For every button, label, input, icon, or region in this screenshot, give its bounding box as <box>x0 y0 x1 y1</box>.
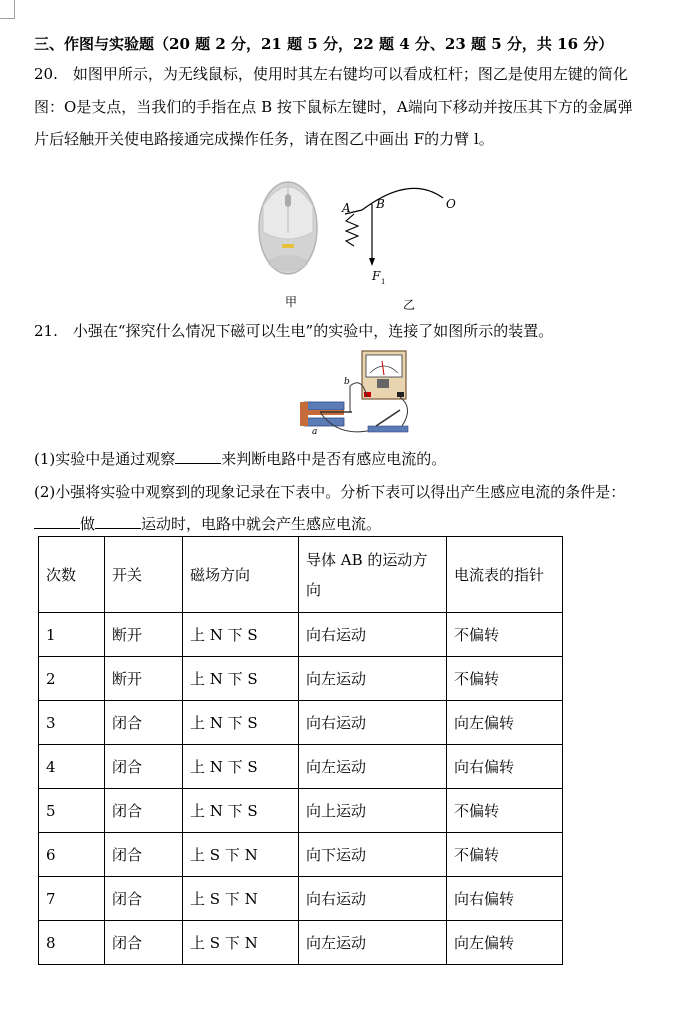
cell-field: 上 S 下 N <box>183 833 299 877</box>
cell-field: 上 N 下 S <box>183 657 299 701</box>
label-b: b <box>344 377 350 387</box>
cell-switch: 断开 <box>105 613 183 657</box>
switch <box>368 410 408 432</box>
q21-sub2-line-2 <box>34 513 381 534</box>
header-trial: 次数 <box>39 537 105 613</box>
table-row <box>39 701 563 745</box>
observation-table <box>38 536 563 965</box>
table-header-row <box>39 537 563 613</box>
q20-text-line-2: 图：O是支点，当我们的手指在点 B 按下鼠标左键时，A端向下移动并按压其下方的金属弹 <box>34 98 633 116</box>
label-B: B <box>376 197 385 211</box>
table-row <box>39 877 563 921</box>
figure-label-yi: 乙 <box>403 298 416 310</box>
cell-motion: 向左运动 <box>299 921 447 965</box>
cell-field: 上 N 下 S <box>183 789 299 833</box>
answer-blank-3[interactable] <box>95 514 141 529</box>
cell-needle: 不偏转 <box>447 613 563 657</box>
cell-trial: 8 <box>39 921 105 965</box>
cell-trial: 7 <box>39 877 105 921</box>
label-a: a <box>312 427 318 437</box>
header-motion-line-2: 向 <box>306 580 322 599</box>
label-F-subscript: 1 <box>381 278 386 286</box>
mouse-image <box>259 182 317 274</box>
cell-switch: 闭合 <box>105 833 183 877</box>
cell-field: 上 N 下 S <box>183 613 299 657</box>
cell-needle: 向右偏转 <box>447 877 563 921</box>
cell-switch: 闭合 <box>105 877 183 921</box>
q21-sub1-after: 来判断电路中是否有感应电流的。 <box>221 450 447 468</box>
label-O: O <box>446 197 456 211</box>
q21-sub1 <box>34 448 446 469</box>
cell-trial: 1 <box>39 613 105 657</box>
header-motion-direction <box>299 537 447 613</box>
label-F: F <box>372 269 381 283</box>
header-needle: 电流表的指针 <box>447 537 563 613</box>
cell-needle: 不偏转 <box>447 657 563 701</box>
section-heading: 三、作图与实验题（20 题 2 分，21 题 5 分，22 题 4 分、23 题 5 分，共 16 分） <box>34 35 614 53</box>
table-row <box>39 921 563 965</box>
cell-trial: 2 <box>39 657 105 701</box>
figure-label-jia: 甲 <box>285 295 298 309</box>
table-row <box>39 789 563 833</box>
cell-motion: 向右运动 <box>299 701 447 745</box>
cell-switch: 闭合 <box>105 789 183 833</box>
cell-trial: 3 <box>39 701 105 745</box>
q21-apparatus-figure <box>298 346 418 442</box>
cell-needle: 向左偏转 <box>447 701 563 745</box>
cell-trial: 6 <box>39 833 105 877</box>
cell-motion: 向左运动 <box>299 657 447 701</box>
ammeter <box>362 351 406 399</box>
cell-motion: 向左运动 <box>299 745 447 789</box>
q20-text-line-3: 片后轻触开关使电路接通完成操作任务，请在图乙中画出 F的力臂 l。 <box>34 130 494 148</box>
cell-switch: 闭合 <box>105 745 183 789</box>
q21-sub1-before: (1)实验中是通过观察 <box>34 450 176 468</box>
cell-motion: 向下运动 <box>299 833 447 877</box>
cell-field: 上 N 下 S <box>183 745 299 789</box>
header-motion-line-1: 导体 AB 的运动方 <box>306 550 428 569</box>
label-A: A <box>342 201 351 215</box>
table-row <box>39 657 563 701</box>
cell-field: 上 S 下 N <box>183 921 299 965</box>
header-switch: 开关 <box>105 537 183 613</box>
answer-blank-2[interactable] <box>34 514 80 529</box>
cell-switch: 闭合 <box>105 921 183 965</box>
cell-trial: 4 <box>39 745 105 789</box>
q20-text-line-1: 20. 如图甲所示，为无线鼠标，使用时其左右键均可以看成杠杆；图乙是使用左键的简化 <box>34 65 628 83</box>
answer-blank-1[interactable] <box>175 449 221 464</box>
cell-trial: 5 <box>39 789 105 833</box>
cell-motion: 向上运动 <box>299 789 447 833</box>
cell-needle: 不偏转 <box>447 833 563 877</box>
cell-switch: 闭合 <box>105 701 183 745</box>
q21-sub2-mid: 做 <box>80 515 96 533</box>
cell-motion: 向右运动 <box>299 613 447 657</box>
cell-switch: 断开 <box>105 657 183 701</box>
table-row <box>39 833 563 877</box>
cell-field: 上 N 下 S <box>183 701 299 745</box>
header-field-direction: 磁场方向 <box>183 537 299 613</box>
cell-needle: 不偏转 <box>447 789 563 833</box>
table-row <box>39 745 563 789</box>
table-row <box>39 613 563 657</box>
lever-diagram <box>341 188 456 286</box>
q21-sub2-line-1: (2)小强将实验中观察到的现象记录在下表中。分析下表可以得出产生感应电流的条件是： <box>34 483 626 501</box>
cell-motion: 向右运动 <box>299 877 447 921</box>
q20-figure <box>250 170 480 310</box>
cell-needle: 向左偏转 <box>447 921 563 965</box>
cell-needle: 向右偏转 <box>447 745 563 789</box>
page-corner-mark <box>0 0 15 19</box>
q21-sub2-after: 运动时，电路中就会产生感应电流。 <box>141 515 382 533</box>
q21-text-line-1: 21. 小强在“探究什么情况下磁可以生电”的实验中，连接了如图所示的装置。 <box>34 322 554 340</box>
cell-field: 上 S 下 N <box>183 877 299 921</box>
